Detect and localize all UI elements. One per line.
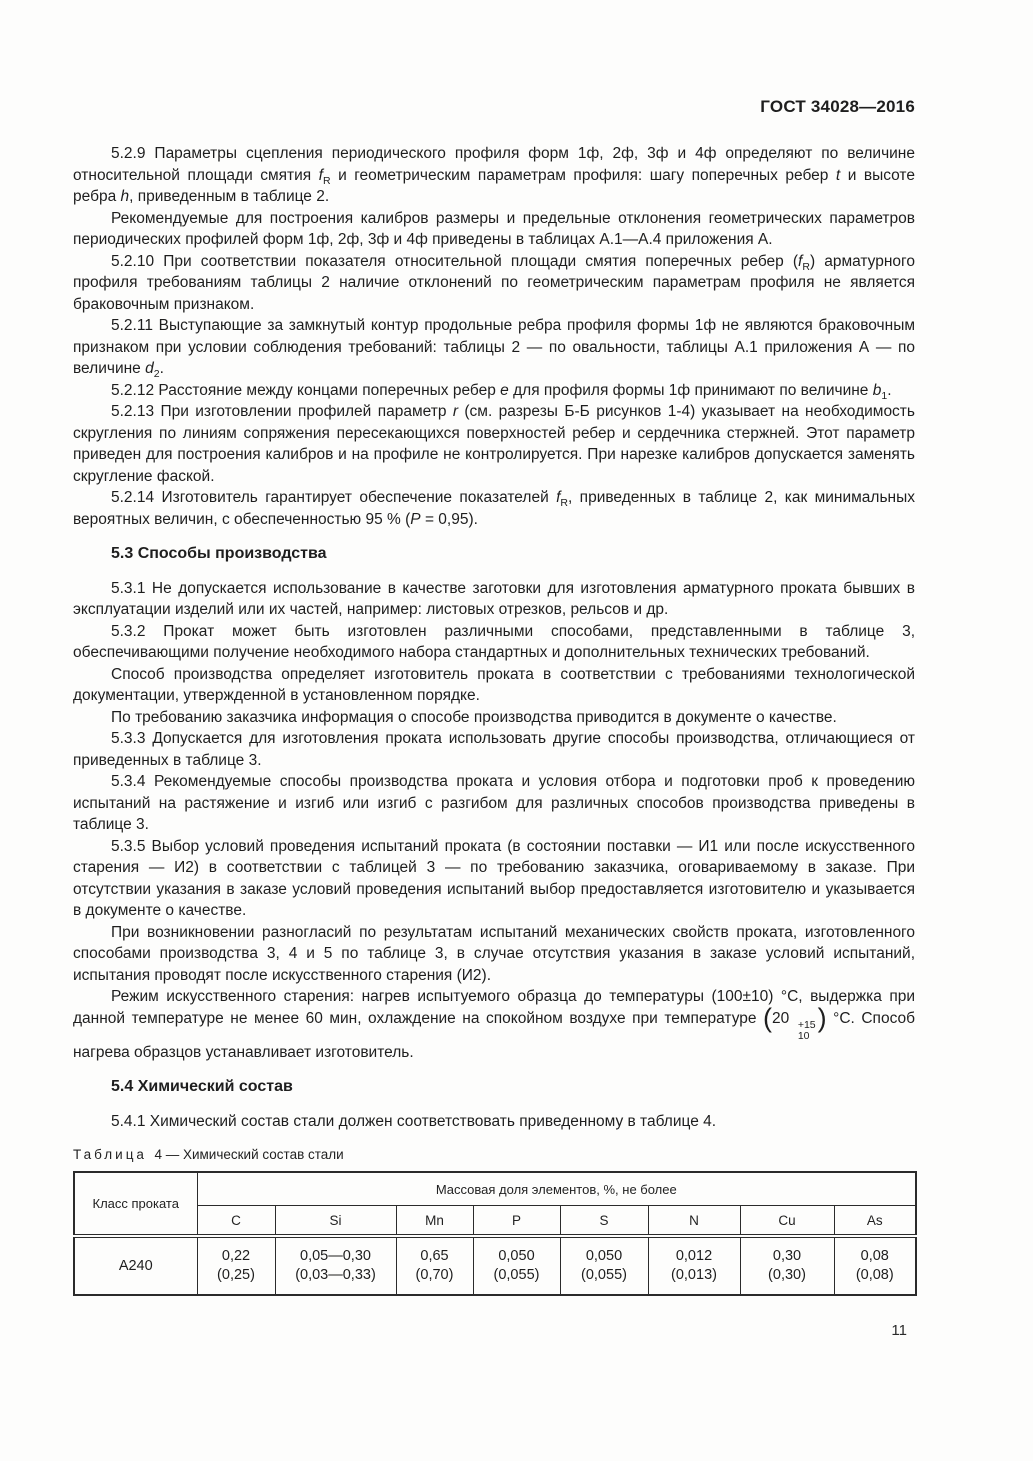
- paragraph: 5.3.2 Прокат может быть изготовлен различными способами, представленными в таблице 3, обеспечивающими получение необходимого набора стандартных и дополнительных технических требований.: [73, 622, 915, 661]
- cell-cu: 0,30 (0,30): [740, 1236, 834, 1295]
- paragraph: Режим искусственного старения: нагрев испытуемого образца до температуры (100±10) °С, выдержка при данной температуре не менее 60 мин, охлаждение на спокойном воздухе при температуре (20 +15 10 ) °С. Способ нагрева образцов устанавливает изготовитель.: [73, 988, 915, 1061]
- table-header-element-si: Si: [275, 1206, 396, 1237]
- paragraph: 5.2.13 При изготовлении профилей параметр r (см. разрезы Б-Б рисунков 1-4) указывает на необходимость скругления по линиям сопряжения пересекающихся поверхностей ребер и сердечника стержней. Этот параметр приведен для построения калибров и на профиле не контролируется. При нарезке калибров допускается заменять скругление фаской.: [73, 403, 915, 485]
- section-heading: 5.4 Химический состав: [111, 1078, 293, 1095]
- table-caption-number: 4: [154, 1147, 162, 1162]
- cell-mn: 0,65 (0,70): [396, 1236, 473, 1295]
- table-header-element-s: S: [560, 1206, 648, 1237]
- paragraph: 5.2.12 Расстояние между концами поперечных ребер е для профиля формы 1ф принимают по величине $b_1$.: [111, 381, 892, 402]
- paragraph: Способ производства определяет изготовитель проката в соответствии с требованиями технологической документации, утвержденной в установленном порядке.: [73, 665, 915, 704]
- table-header-element-mn: Mn: [396, 1206, 473, 1237]
- table-caption-title: — Химический состав стали: [165, 1147, 344, 1162]
- table-header-element-c: C: [197, 1206, 275, 1237]
- paragraph: 5.2.14 Изготовитель гарантирует обеспечение показателей $f_R$, приведенных в таблице 2, как минимальных вероятных величин, с обеспеченностью 95 % (P = 0,95).: [73, 489, 915, 528]
- paragraph: Рекомендуемые для построения калибров размеры и предельные отклонения геометрических параметров периодических профилей форм 1ф, 2ф, 3ф и 4ф приведены в таблицах А.1—А.4 приложения А.: [73, 209, 915, 248]
- section-heading: 5.3 Способы производства: [111, 545, 327, 562]
- cell-s: 0,050 (0,055): [560, 1236, 648, 1295]
- cell-si: 0,05—0,30 (0,03—0,33): [275, 1236, 396, 1295]
- paragraph: 5.3.5 Выбор условий проведения испытаний проката (в состоянии поставки — И1 или после искусственного старения — И2) в соответствии с таблицей 3 — по требованию заказчика, оговариваемому в заказе. При отсутствии указания в заказе условий проведения испытаний выбор предоставляется изготовителю и указывается в документе о качестве.: [73, 837, 915, 919]
- chemical-composition-table: [73, 1171, 917, 1296]
- table-row-a240: [74, 1236, 916, 1295]
- cell-p: 0,050 (0,055): [473, 1236, 560, 1295]
- document-code-header: ГОСТ 34028—2016: [760, 97, 915, 116]
- cell-as: 0,08 (0,08): [834, 1236, 916, 1295]
- paragraph: 5.2.9 Параметры сцепления периодического профиля форм 1ф, 2ф, 3ф и 4ф определяют по величине относительной площади смятия $f_R$ и геометрическим параметрам профиля: шагу поперечных ребер t и высоте ребра h, приведенным в таблице 2.: [73, 145, 915, 205]
- paragraph: 5.4.1 Химический состав стали должен соответствовать приведенному в таблице 4.: [111, 1112, 717, 1130]
- table-header-element-p: P: [473, 1206, 560, 1237]
- table-caption: [73, 1147, 915, 1162]
- paragraph: 5.3.3 Допускается для изготовления проката использовать другие способы производства, отличающиеся от приведенных в таблице 3.: [73, 730, 915, 769]
- table-header-mass-fraction: Массовая доля элементов, %, не более: [197, 1172, 916, 1206]
- table-header-element-as: As: [834, 1206, 916, 1237]
- cell-c: 0,22 (0,25): [197, 1236, 275, 1295]
- paragraph: 5.2.10 При соответствии показателя относительной площади смятия поперечных ребер $(f_R)$ арматурного профиля требованиям таблицы 2 наличие отклонений по геометрическим параметрам профиля не является браковочным признаком.: [73, 252, 915, 313]
- table-header-element-n: N: [648, 1206, 740, 1237]
- paragraph: По требованию заказчика информация о способе производства приводится в документе о качестве.: [111, 708, 837, 726]
- temperature-tolerance-stack: +15 10: [797, 1018, 816, 1042]
- table-header-rolled-class: Класс проката: [74, 1172, 197, 1236]
- cell-n: 0,012 (0,013): [648, 1236, 740, 1295]
- document-body: [73, 143, 915, 1132]
- paragraph: При возникновении разногласий по результатам испытаний механических свойств проката, изготовленного способами производства 3, 4 и 5 по таблице 3, в случае отсутствия указания в заказе условий испытаний, испытания проводят после искусственного старения (И2).: [73, 923, 915, 984]
- page-content: [73, 0, 915, 1296]
- paragraph: 5.3.4 Рекомендуемые способы производства проката и условия отбора и подготовки проб к проведению испытаний на растяжение и изгиб или изгиб с разгибом для различных способов производства приведены в таблице 3.: [73, 773, 915, 833]
- page-number: 11: [891, 1322, 907, 1339]
- table-caption-word: Таблица: [73, 1147, 147, 1162]
- paragraph: 5.2.11 Выступающие за замкнутый контур продольные ребра профиля формы 1ф не являются браковочным признаком при условии соблюдения требований: таблицы 2 — по овальности, таблицы А.1 приложения А — по величине $d_2$.: [73, 317, 915, 381]
- cell-class: А240: [74, 1236, 197, 1295]
- paragraph: 5.3.1 Не допускается использование в качестве заготовки для изготовления арматурного проката бывших в эксплуатации изделий или их частей, например: листовых отрезков, рельсов и др.: [73, 579, 915, 618]
- table-header-element-cu: Cu: [740, 1206, 834, 1237]
